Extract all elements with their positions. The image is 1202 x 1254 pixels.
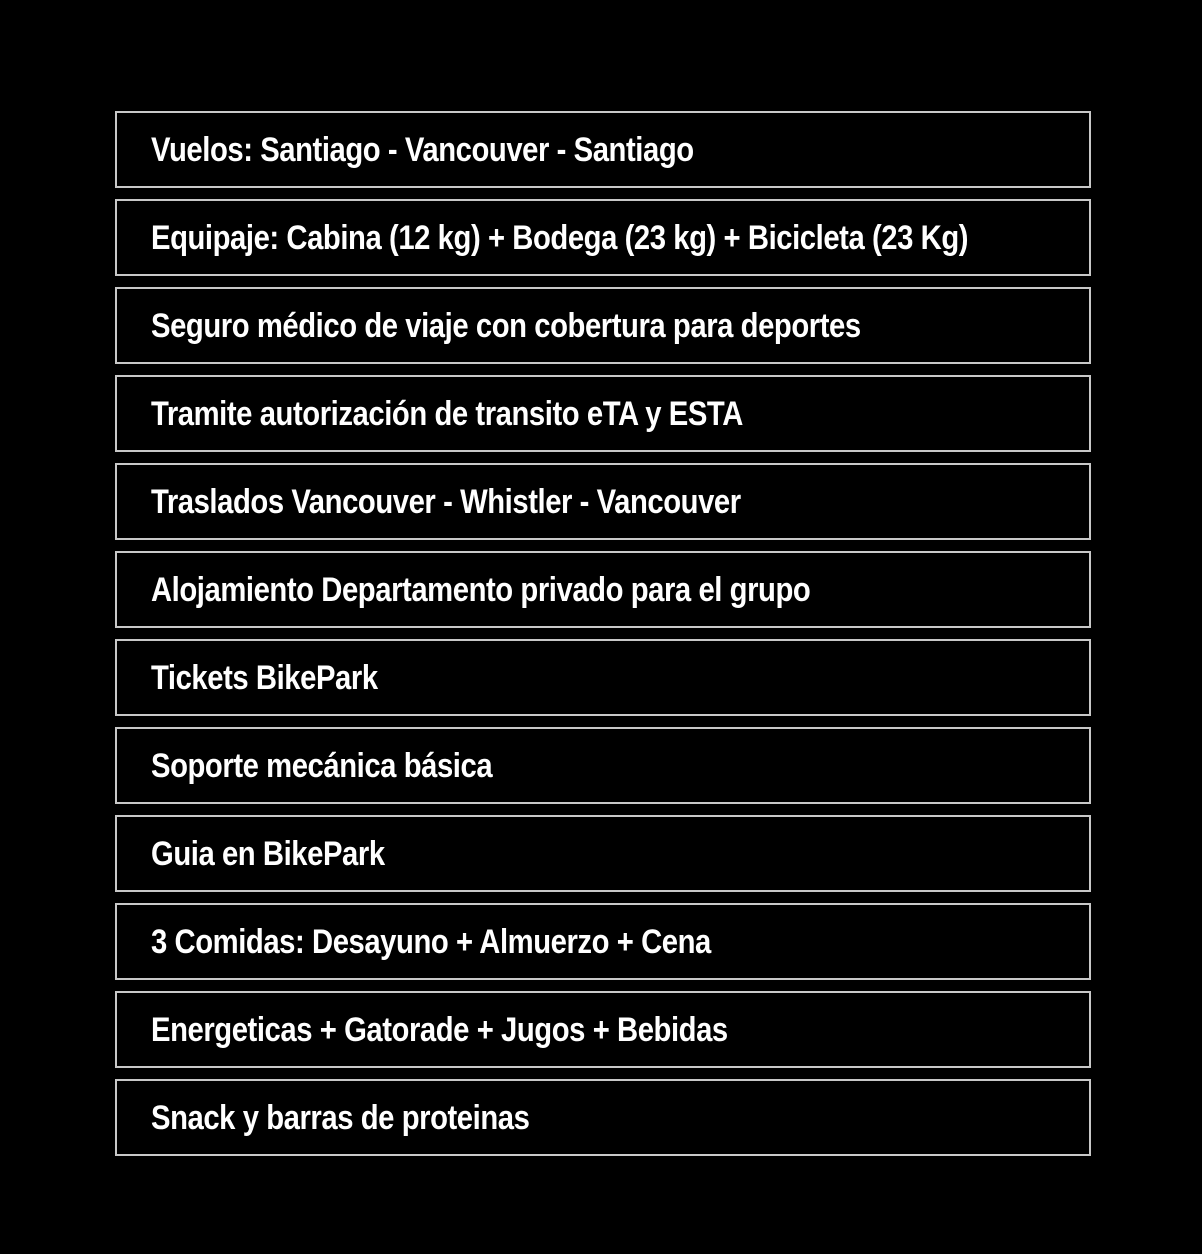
- list-item-insurance: [115, 287, 1091, 364]
- list-item-snacks: [115, 1079, 1091, 1156]
- list-item-label: 3 Comidas: Desayuno + Almuerzo + Cena: [151, 922, 711, 961]
- list-item-label: Soporte mecánica básica: [151, 746, 493, 785]
- list-item-label: Snack y barras de proteinas: [151, 1098, 530, 1137]
- list-item-guide: [115, 815, 1091, 892]
- included-items-list: [115, 111, 1091, 1167]
- list-item-meals: [115, 903, 1091, 980]
- list-item-mechanic-support: [115, 727, 1091, 804]
- list-item-travel-authorization: [115, 375, 1091, 452]
- list-item-label: Energeticas + Gatorade + Jugos + Bebidas: [151, 1010, 728, 1049]
- list-item-accommodation: [115, 551, 1091, 628]
- list-item-label: Tramite autorización de transito eTA y ESTA: [151, 394, 743, 433]
- list-item-label: Vuelos: Santiago - Vancouver - Santiago: [151, 130, 694, 169]
- list-item-label: Seguro médico de viaje con cobertura para deportes: [151, 306, 861, 345]
- list-item-flights: [115, 111, 1091, 188]
- list-item-drinks: [115, 991, 1091, 1068]
- list-item-label: Tickets BikePark: [151, 658, 378, 697]
- list-item-tickets: [115, 639, 1091, 716]
- list-item-label: Alojamiento Departamento privado para el grupo: [151, 570, 811, 609]
- list-item-transfers: [115, 463, 1091, 540]
- list-item-label: Guia en BikePark: [151, 834, 385, 873]
- list-item-label: Equipaje: Cabina (12 kg) + Bodega (23 kg) + Bicicleta (23 Kg): [151, 218, 969, 257]
- list-item-luggage: [115, 199, 1091, 276]
- list-item-label: Traslados Vancouver - Whistler - Vancouver: [151, 482, 741, 521]
